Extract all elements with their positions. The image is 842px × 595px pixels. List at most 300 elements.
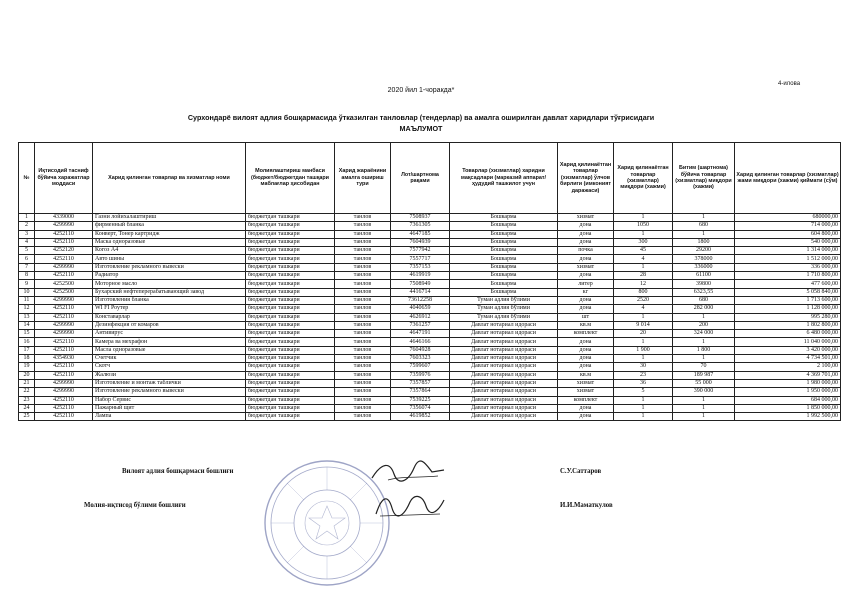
contract-number-cell: 4626912 <box>391 313 450 321</box>
procurement-type-cell: танлов <box>335 313 391 321</box>
table-row <box>19 272 841 280</box>
total-value-cell: 684 000,00 <box>735 396 841 404</box>
table-row <box>19 280 841 288</box>
purpose-cell: Давлат нотариал идораси <box>450 321 558 329</box>
item-name-cell: Дезинфекция от комаров <box>93 321 246 329</box>
quantity-cell: 1 <box>614 355 673 363</box>
contract-number-cell: 7357864 <box>391 388 450 396</box>
procurement-type-cell: танлов <box>335 388 391 396</box>
funding-source-cell: бюджетдан ташкари <box>246 238 335 246</box>
row-number-cell: 25 <box>19 413 35 421</box>
table-row <box>19 346 841 354</box>
purpose-cell: Бошкарма <box>450 214 558 222</box>
unit-cell: дона <box>558 338 614 346</box>
total-value-cell: 4 734 501,00 <box>735 355 841 363</box>
procurement-type-cell: танлов <box>335 321 391 329</box>
contract-number-cell: 7508949 <box>391 280 450 288</box>
funding-source-cell: бюджетдан ташкари <box>246 330 335 338</box>
row-number-cell: 19 <box>19 363 35 371</box>
unit-cell: дона <box>558 272 614 280</box>
contract-quantity-cell: 1 <box>673 404 735 412</box>
expense-code-cell: 4252500 <box>35 288 93 296</box>
table-row <box>19 296 841 304</box>
funding-source-cell: бюджетдан ташкари <box>246 363 335 371</box>
row-number-cell: 13 <box>19 313 35 321</box>
col-header: Харид жараёнини амалга ошириш тури <box>335 143 391 214</box>
funding-source-cell: бюджетдан ташкари <box>246 296 335 304</box>
total-value-cell: 1 710 800,00 <box>735 272 841 280</box>
funding-source-cell: бюджетдан ташкари <box>246 371 335 379</box>
quantity-cell: 4 <box>614 255 673 263</box>
expense-code-cell: 4299990 <box>35 296 93 304</box>
signature-label-head: Вилоят адлия бошқармаси бошлиғи <box>122 468 234 475</box>
contract-number-cell: 4647191 <box>391 330 450 338</box>
quantity-cell: 300 <box>614 238 673 246</box>
contract-quantity-cell: 1 <box>673 313 735 321</box>
contract-quantity-cell: 282 000 <box>673 305 735 313</box>
quantity-cell: 4 <box>614 305 673 313</box>
procurement-type-cell: танлов <box>335 255 391 263</box>
row-number-cell: 12 <box>19 305 35 313</box>
quantity-cell: 1 <box>614 230 673 238</box>
row-number-cell: 15 <box>19 330 35 338</box>
procurement-type-cell: танлов <box>335 222 391 230</box>
col-header: Битим (шартнома) бўйича товарлар (хизматлар) миқдори (хажми) <box>673 143 735 214</box>
col-header: Харид қилинаётган товарлар (хизматлар) ўлчов бирлиги (имконият даражаси) <box>558 143 614 214</box>
total-value-cell: 1 128 000,00 <box>735 305 841 313</box>
purpose-cell: Бошкарма <box>450 238 558 246</box>
purpose-cell: Бошкарма <box>450 247 558 255</box>
procurement-type-cell: танлов <box>335 379 391 387</box>
contract-number-cell: 7357153 <box>391 263 450 271</box>
item-name-cell: WI FI Роутер <box>93 305 246 313</box>
purpose-cell: Давлат нотариал идораси <box>450 346 558 354</box>
expense-code-cell: 4252110 <box>35 305 93 313</box>
total-value-cell: 477 600,00 <box>735 280 841 288</box>
item-name-cell: Газни лойихалаштириш <box>93 214 246 222</box>
contract-number-cell: 7361257 <box>391 321 450 329</box>
total-value-cell: 540 000,00 <box>735 238 841 246</box>
procurement-type-cell: танлов <box>335 230 391 238</box>
item-name-cell: Лампа <box>93 413 246 421</box>
unit-cell: дона <box>558 238 614 246</box>
purpose-cell: Давлат нотариал идораси <box>450 371 558 379</box>
quantity-cell: 1 <box>614 396 673 404</box>
table-row <box>19 396 841 404</box>
item-name-cell: фирменный бланка <box>93 222 246 230</box>
item-name-cell: Когоз А4 <box>93 247 246 255</box>
item-name-cell: Изготовления бланка <box>93 296 246 304</box>
contract-number-cell: 7508937 <box>391 214 450 222</box>
contract-quantity-cell: 29200 <box>673 247 735 255</box>
contract-quantity-cell: 336000 <box>673 263 735 271</box>
row-number-cell: 23 <box>19 396 35 404</box>
contract-number-cell: 73612258 <box>391 296 450 304</box>
contract-number-cell: 7357857 <box>391 379 450 387</box>
procurement-type-cell: танлов <box>335 404 391 412</box>
contract-number-cell: 7604939 <box>391 238 450 246</box>
contract-number-cell: 4619852 <box>391 413 450 421</box>
row-number-cell: 3 <box>19 230 35 238</box>
total-value-cell: 995 280,00 <box>735 313 841 321</box>
row-number-cell: 21 <box>19 379 35 387</box>
item-name-cell: Маска одноразовые <box>93 238 246 246</box>
unit-cell: хизмат <box>558 263 614 271</box>
row-number-cell: 2 <box>19 222 35 230</box>
col-header: Лот/шартнома рақами <box>391 143 450 214</box>
procurement-type-cell: танлов <box>335 413 391 421</box>
expense-code-cell: 4252110 <box>35 230 93 238</box>
unit-cell: хизмат <box>558 388 614 396</box>
contract-quantity-cell: 1 <box>673 413 735 421</box>
procurement-type-cell: танлов <box>335 272 391 280</box>
unit-cell: дона <box>558 255 614 263</box>
total-value-cell: 1 802 800,00 <box>735 321 841 329</box>
table-row <box>19 338 841 346</box>
item-name-cell: Пажарный щит <box>93 404 246 412</box>
signature-name-head: С.У.Саттаров <box>560 468 602 475</box>
expense-code-cell: 4299990 <box>35 321 93 329</box>
procurement-type-cell: танлов <box>335 214 391 222</box>
col-header: Харид қилинаётган товарлар (хизматлар) миқдори (хажми) <box>614 143 673 214</box>
unit-cell: шт <box>558 313 614 321</box>
contract-number-cell: 7356074 <box>391 404 450 412</box>
table-row <box>19 355 841 363</box>
table-row <box>19 288 841 296</box>
purpose-cell: Туман адлия бўлими <box>450 313 558 321</box>
funding-source-cell: бюджетдан ташкари <box>246 272 335 280</box>
funding-source-cell: бюджетдан ташкари <box>246 247 335 255</box>
funding-source-cell: бюджетдан ташкари <box>246 388 335 396</box>
purpose-cell: Давлат нотариал идораси <box>450 404 558 412</box>
expense-code-cell: 4299990 <box>35 379 93 387</box>
row-number-cell: 4 <box>19 238 35 246</box>
unit-cell: кв.м <box>558 321 614 329</box>
contract-number-cell: 7577942 <box>391 247 450 255</box>
purpose-cell: Давлат нотариал идораси <box>450 338 558 346</box>
total-value-cell: 1 992 500,00 <box>735 413 841 421</box>
unit-cell: дона <box>558 413 614 421</box>
table-row <box>19 321 841 329</box>
quantity-cell: 30 <box>614 363 673 371</box>
purpose-cell: Бошкарма <box>450 230 558 238</box>
total-value-cell: 11 040 000,00 <box>735 338 841 346</box>
expense-code-cell: 4252500 <box>35 280 93 288</box>
row-number-cell: 14 <box>19 321 35 329</box>
contract-number-cell: 7539225 <box>391 396 450 404</box>
funding-source-cell: бюджетдан ташкари <box>246 413 335 421</box>
contract-number-cell: 7361305 <box>391 222 450 230</box>
table-header-row <box>19 143 841 214</box>
purpose-cell: Давлат нотариал идораси <box>450 363 558 371</box>
row-number-cell: 6 <box>19 255 35 263</box>
quantity-cell: 1 <box>614 404 673 412</box>
col-header: Харид қилинган товарлар ва хизматлар номи <box>93 143 246 214</box>
expense-code-cell: 4252110 <box>35 404 93 412</box>
table-row <box>19 222 841 230</box>
table-row <box>19 305 841 313</box>
item-name-cell: Бухарский нефтеперерабатывающий завод <box>93 288 246 296</box>
contract-quantity-cell: 39800 <box>673 280 735 288</box>
unit-cell: дона <box>558 230 614 238</box>
total-value-cell: 680000,00 <box>735 214 841 222</box>
expense-code-cell: 4252110 <box>35 338 93 346</box>
contract-quantity-cell: 1 <box>673 338 735 346</box>
item-name-cell: Изготовление рекламного вывески <box>93 388 246 396</box>
quantity-cell: 28 <box>614 272 673 280</box>
funding-source-cell: бюджетдан ташкари <box>246 214 335 222</box>
col-header: № <box>19 143 35 214</box>
total-value-cell: 2 100,00 <box>735 363 841 371</box>
corner-note: 4-илова <box>778 81 801 87</box>
table-row <box>19 247 841 255</box>
procurement-type-cell: танлов <box>335 305 391 313</box>
funding-source-cell: бюджетдан ташкари <box>246 305 335 313</box>
unit-cell: дона <box>558 296 614 304</box>
expense-code-cell: 4252110 <box>35 238 93 246</box>
signature-icon <box>368 458 448 486</box>
funding-source-cell: бюджетдан ташкари <box>246 404 335 412</box>
expense-code-cell: 4299990 <box>35 330 93 338</box>
table-row <box>19 263 841 271</box>
total-value-cell: 5 058 840,00 <box>735 288 841 296</box>
purpose-cell: Туман адлия бўлими <box>450 296 558 304</box>
procurement-type-cell: танлов <box>335 296 391 304</box>
row-number-cell: 11 <box>19 296 35 304</box>
expense-code-cell: 4252110 <box>35 313 93 321</box>
table-row <box>19 255 841 263</box>
purpose-cell: Бошкарма <box>450 263 558 271</box>
quantity-cell: 36 <box>614 379 673 387</box>
unit-cell: дона <box>558 222 614 230</box>
funding-source-cell: бюджетдан ташкари <box>246 346 335 354</box>
total-value-cell: 4 369 701,00 <box>735 371 841 379</box>
contract-quantity-cell: 200 <box>673 321 735 329</box>
total-value-cell: 1 980 000,00 <box>735 379 841 387</box>
purpose-cell: Давлат нотариал идораси <box>450 396 558 404</box>
period-title: 2020 йил 1-чоракда* <box>387 87 455 94</box>
quantity-cell: 1 <box>614 214 673 222</box>
expense-code-cell: 4299990 <box>35 388 93 396</box>
signature-label-finance: Молия-иқтисод бўлими бошлиғи <box>84 502 186 509</box>
funding-source-cell: бюджетдан ташкари <box>246 313 335 321</box>
expense-code-cell: 4252110 <box>35 413 93 421</box>
funding-source-cell: бюджетдан ташкари <box>246 255 335 263</box>
contract-quantity-cell: 189 987 <box>673 371 735 379</box>
table-row <box>19 363 841 371</box>
item-name-cell: Радиатор <box>93 272 246 280</box>
quantity-cell: 1 <box>614 338 673 346</box>
contract-number-cell: 7603323 <box>391 355 450 363</box>
unit-cell: кв.м <box>558 371 614 379</box>
quantity-cell: 5 <box>614 388 673 396</box>
item-name-cell: Изготовление рекламного вывески <box>93 263 246 271</box>
procurement-type-cell: танлов <box>335 338 391 346</box>
item-name-cell: Изготовление и монтаж таблички <box>93 379 246 387</box>
funding-source-cell: бюджетдан ташкари <box>246 396 335 404</box>
contract-quantity-cell: 390 000 <box>673 388 735 396</box>
funding-source-cell: бюджетдан ташкари <box>246 263 335 271</box>
purpose-cell: Давлат нотариал идораси <box>450 413 558 421</box>
contract-quantity-cell: 1 <box>673 355 735 363</box>
document-title: Сурхондарё вилоят адлия бошқармасида ўтказилган танловлар (тендерлар) ва амалга оширилган давлат харидлари тўғрисидаги <box>187 113 655 122</box>
col-header: Харид қилинган товарлар (хизматлар) жами миқдори (хажми) қиймати (сўм) <box>735 143 841 214</box>
table-row <box>19 238 841 246</box>
contract-number-cell: 7604928 <box>391 346 450 354</box>
contract-number-cell: 7599607 <box>391 363 450 371</box>
funding-source-cell: бюджетдан ташкари <box>246 321 335 329</box>
total-value-cell: 336 000,00 <box>735 263 841 271</box>
purpose-cell: Бошкарма <box>450 222 558 230</box>
procurement-type-cell: танлов <box>335 396 391 404</box>
contract-quantity-cell: 1 <box>673 230 735 238</box>
unit-cell: хизмат <box>558 379 614 387</box>
table-row <box>19 413 841 421</box>
procurement-type-cell: танлов <box>335 363 391 371</box>
quantity-cell: 20 <box>614 330 673 338</box>
row-number-cell: 24 <box>19 404 35 412</box>
contract-quantity-cell: 70 <box>673 363 735 371</box>
purpose-cell: Давлат нотариал идораси <box>450 388 558 396</box>
table-row <box>19 214 841 222</box>
purpose-cell: Туман адлия бўлими <box>450 305 558 313</box>
item-name-cell: Авто шины <box>93 255 246 263</box>
item-name-cell: Моторное масло <box>93 280 246 288</box>
expense-code-cell: 4252110 <box>35 255 93 263</box>
purpose-cell: Бошкарма <box>450 272 558 280</box>
purpose-cell: Давлат нотариал идораси <box>450 379 558 387</box>
total-value-cell: 604 800,00 <box>735 230 841 238</box>
expense-code-cell: 4252110 <box>35 272 93 280</box>
expense-code-cell: 4354930 <box>35 355 93 363</box>
col-header: Молиялаштириш манбаси (бюджет/бюджетдан ташқари маблағлар ҳисобидан <box>246 143 335 214</box>
contract-number-cell: 4646166 <box>391 338 450 346</box>
purpose-cell: Давлат нотариал идораси <box>450 330 558 338</box>
contract-quantity-cell: 55 000 <box>673 379 735 387</box>
unit-cell: дона <box>558 346 614 354</box>
contract-number-cell: 4619919 <box>391 272 450 280</box>
contract-quantity-cell: 1800 <box>673 238 735 246</box>
procurement-type-cell: танлов <box>335 247 391 255</box>
table-row <box>19 230 841 238</box>
expense-code-cell: 4252110 <box>35 371 93 379</box>
unit-cell: почка <box>558 247 614 255</box>
expense-code-cell: 4299990 <box>35 263 93 271</box>
funding-source-cell: бюджетдан ташкари <box>246 338 335 346</box>
table-row <box>19 313 841 321</box>
unit-cell: дона <box>558 363 614 371</box>
row-number-cell: 20 <box>19 371 35 379</box>
signature-name-finance: И.И.Маматкулов <box>560 502 613 509</box>
row-number-cell: 8 <box>19 272 35 280</box>
contract-number-cell: 7557717 <box>391 255 450 263</box>
procurement-type-cell: танлов <box>335 355 391 363</box>
quantity-cell: 1 <box>614 263 673 271</box>
row-number-cell: 18 <box>19 355 35 363</box>
item-name-cell: Конставарлар <box>93 313 246 321</box>
expense-code-cell: 4339000 <box>35 214 93 222</box>
quantity-cell: 1050 <box>614 222 673 230</box>
purpose-cell: Бошкарма <box>450 288 558 296</box>
table-row <box>19 379 841 387</box>
quantity-cell: 1 <box>614 313 673 321</box>
row-number-cell: 5 <box>19 247 35 255</box>
total-value-cell: 1 512 000,00 <box>735 255 841 263</box>
procurement-type-cell: танлов <box>335 330 391 338</box>
quantity-cell: 1 900 <box>614 346 673 354</box>
expense-code-cell: 4252110 <box>35 396 93 404</box>
table-row <box>19 388 841 396</box>
contract-quantity-cell: 324 000 <box>673 330 735 338</box>
quantity-cell: 2520 <box>614 296 673 304</box>
funding-source-cell: бюджетдан ташкари <box>246 288 335 296</box>
unit-cell: комплект <box>558 396 614 404</box>
purpose-cell: Бошкарма <box>450 255 558 263</box>
quantity-cell: 12 <box>614 280 673 288</box>
contract-number-cell: 7359976 <box>391 371 450 379</box>
procurement-table <box>18 142 841 421</box>
row-number-cell: 9 <box>19 280 35 288</box>
unit-cell: хизмат <box>558 214 614 222</box>
unit-cell: дона <box>558 305 614 313</box>
expense-code-cell: 4252120 <box>35 247 93 255</box>
col-header: Товарлар (хизматлар) харидни мақсадлари (марказий аппарат/ҳудудий ташкилот учун <box>450 143 558 214</box>
quantity-cell: 45 <box>614 247 673 255</box>
expense-code-cell: 4252110 <box>35 363 93 371</box>
unit-cell: литер <box>558 280 614 288</box>
item-name-cell: Антивирус <box>93 330 246 338</box>
procurement-type-cell: танлов <box>335 238 391 246</box>
contract-quantity-cell: 6323,55 <box>673 288 735 296</box>
contract-number-cell: 4416714 <box>391 288 450 296</box>
item-name-cell: Масла одноразовые <box>93 346 246 354</box>
row-number-cell: 1 <box>19 214 35 222</box>
total-value-cell: 714 000,00 <box>735 222 841 230</box>
funding-source-cell: бюджетдан ташкари <box>246 355 335 363</box>
funding-source-cell: бюджетдан ташкари <box>246 379 335 387</box>
item-name-cell: Конверт, Тонер картридж <box>93 230 246 238</box>
total-value-cell: 1 950 000,00 <box>735 388 841 396</box>
signature-icon <box>370 490 448 520</box>
procurement-type-cell: танлов <box>335 288 391 296</box>
contract-quantity-cell: 680 <box>673 296 735 304</box>
item-name-cell: Счетчик <box>93 355 246 363</box>
funding-source-cell: бюджетдан ташкари <box>246 230 335 238</box>
row-number-cell: 16 <box>19 338 35 346</box>
row-number-cell: 17 <box>19 346 35 354</box>
total-value-cell: 1 314 000,00 <box>735 247 841 255</box>
contract-quantity-cell: 1 800 <box>673 346 735 354</box>
unit-cell: комплект <box>558 330 614 338</box>
funding-source-cell: бюджетдан ташкари <box>246 280 335 288</box>
item-name-cell: Набор Сервис <box>93 396 246 404</box>
total-value-cell: 6 480 000,00 <box>735 330 841 338</box>
procurement-type-cell: танлов <box>335 371 391 379</box>
quantity-cell: 800 <box>614 288 673 296</box>
table-row <box>19 404 841 412</box>
procurement-type-cell: танлов <box>335 263 391 271</box>
procurement-type-cell: танлов <box>335 346 391 354</box>
table-row <box>19 330 841 338</box>
row-number-cell: 7 <box>19 263 35 271</box>
expense-code-cell: 4299990 <box>35 222 93 230</box>
table-row <box>19 371 841 379</box>
row-number-cell: 22 <box>19 388 35 396</box>
contract-number-cell: 4040659 <box>391 305 450 313</box>
unit-cell: дона <box>558 355 614 363</box>
total-value-cell: 1 850 000,00 <box>735 404 841 412</box>
contract-quantity-cell: 680 <box>673 222 735 230</box>
